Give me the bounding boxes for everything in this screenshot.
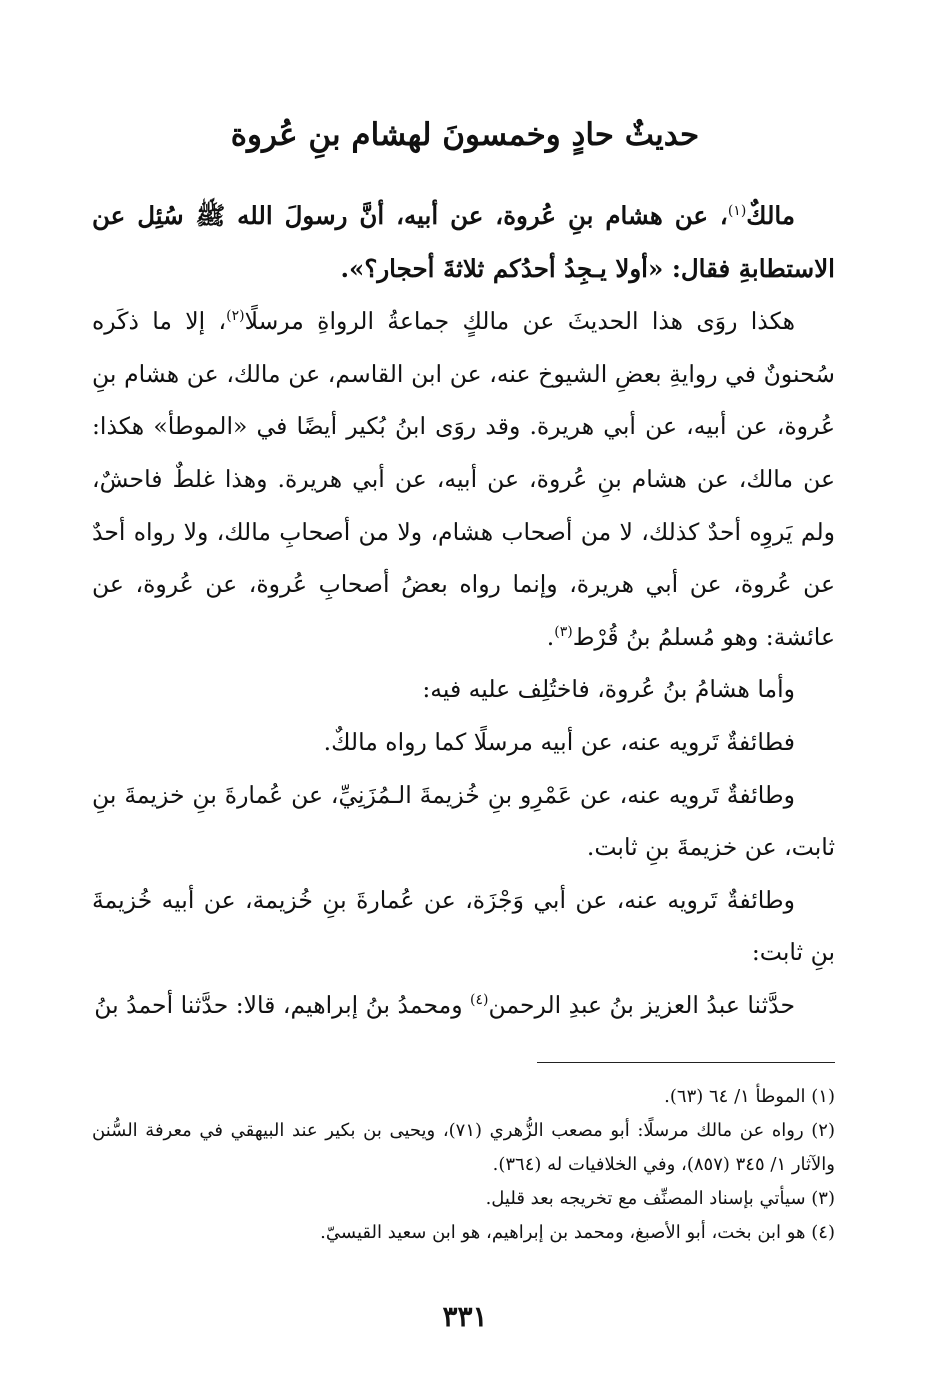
commentary-paragraph-5: وطائفةٌ تَرويه عنه، عن أبي وَجْزَة، عن عُمارةَ بنِ خُزيمة، عن أبيه خُزيمةَ بنِ ثابت: bbox=[92, 885, 835, 967]
commentary-text: ، إلا ما ذكَره سُحنونٌ في روايةِ بعضِ الشيوخ عنه، عن ابن القاسم، عن مالك، عن هشام بنِ عُروة، عن أبيه، عن أبي هريرة. وقد روَى ابنُ بُكير أيضًا في «الموطأ» هكذا: عن مالك، عن هشام بنِ عُروة، عن أبيه، عن أبي هريرة. وهذا غلطٌ فاحشٌ، ولم يَروِه أحدٌ كذلك، لا من أصحاب هشام، ولا من أصحابِ مالك، ولا رواه أحدٌ عن عُروة، عن أبي هريرة، وإنما رواه بعضُ أصحابِ عُروة، عن عُروة، عن عائشة: وهو مُسلمُ بنُ قُرْط bbox=[92, 307, 835, 651]
commentary-text: حدَّثنا عبدُ العزيز بنُ عبدِ الرحمن bbox=[488, 990, 795, 1019]
footnote-divider bbox=[537, 1062, 835, 1063]
page-number: ٣٣١ bbox=[442, 1300, 488, 1333]
commentary-paragraph-2: وأما هشامُ بنُ عُروة، فاختُلِف عليه فيه: bbox=[422, 675, 795, 704]
hadith-body: ، عن هشام بنِ عُروة، عن أبيه، أنَّ رسولَ الله ﷺ سُئِل عن الاستطابةِ فقال: «أولا يـجِدُ أحدُكم ثلاثةَ أحجار؟». bbox=[92, 201, 835, 283]
commentary-text: هكذا روَى هذا الحديثَ عن مالكٍ جماعةُ الرواةِ مرسلًا bbox=[244, 307, 796, 336]
commentary-paragraph-4: وطائفةٌ تَرويه عنه، عن عَمْرِو بنِ خُزيمةَ الـمُزَنِيِّ، عن عُمارةَ بنِ خزيمةَ بنِ ثابت، عن خزيمةَ بنِ ثابت. bbox=[92, 780, 835, 862]
commentary-paragraph-6 bbox=[92, 979, 835, 1032]
hadith-text bbox=[92, 190, 835, 295]
footnote-ref-4: (٤) bbox=[470, 992, 489, 1009]
footnote-2: (٢) رواه عن مالك مرسلًا: أبو مصعب الزُّهري (٧١)، ويحيى بن بكير عند البيهقي في معرفة السُّنن والآثار ١/ ٣٤٥ (٨٥٧)، وفي الخلافيات له (٣٦٤). bbox=[92, 1120, 835, 1175]
footnote-1: (١) الموطأ ١/ ٦٤ (٦٣). bbox=[664, 1086, 835, 1107]
footnote-3: (٣) سيأتي بإسناد المصنِّف مع تخريجه بعد قليل. bbox=[485, 1188, 835, 1209]
footnote-ref-1: (١) bbox=[727, 202, 747, 219]
commentary-text: ومحمدُ بنُ إبراهيم، قالا: حدَّثنا أحمدُ بنُ bbox=[94, 990, 471, 1019]
footnote-ref-2: (٢) bbox=[226, 308, 245, 325]
narrator-name: مالكٌ bbox=[746, 201, 795, 230]
chapter-heading: حديثٌ حادٍ وخمسونَ لهشام بنِ عُروة bbox=[230, 117, 700, 153]
footnote-ref-3: (٣) bbox=[554, 623, 573, 640]
commentary-paragraph-1 bbox=[92, 295, 835, 663]
commentary-paragraph-3: فطائفةٌ تَرويه عنه، عن أبيه مرسلًا كما رواه مالكٌ. bbox=[323, 727, 795, 756]
footnotes bbox=[92, 1080, 835, 1250]
commentary-text: . bbox=[546, 622, 555, 651]
main-text bbox=[92, 190, 835, 1032]
footnote-4: (٤) هو ابن بخت، أبو الأصبغ، ومحمد بن إبراهيم، هو ابن سعيد القيسيّ. bbox=[320, 1222, 835, 1243]
